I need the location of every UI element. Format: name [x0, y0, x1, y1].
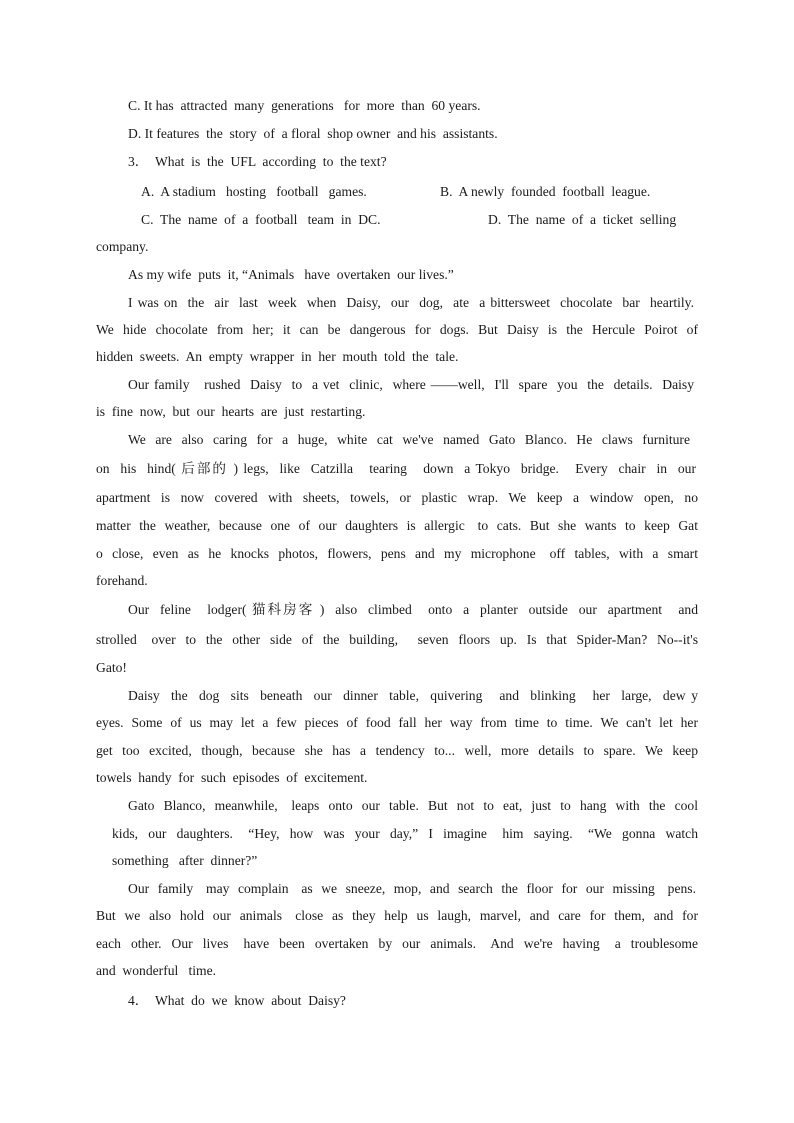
passage-line: I was on the air last week when Daisy, our dog, ate a bittersweet chocolate bar heartily. [128, 295, 694, 310]
passage-line: is fine now, but our hearts are just restarting. [96, 404, 366, 419]
passage-line: kids, our daughters. “Hey, how was your day,” I imagine him saying. “We gonna watch [112, 826, 698, 841]
q4-stem: 4． What do we know about Daisy? [128, 993, 346, 1008]
passage-line: We are also caring for a huge, white cat we've named Gato Blanco. He claws furniture [128, 432, 690, 447]
q3-stem: 3． What is the UFL according to the text? [128, 154, 387, 169]
passage-line: Our family may complain as we sneeze, mop, and search the floor for our missing pens. [128, 881, 696, 896]
passage-line: each other. Our lives have been overtaken by our animals. And we're having a troublesome [96, 936, 698, 951]
q2-option-d: D. It features the story of a floral shop owner and his assistants. [128, 126, 498, 141]
passage-line: Gato! [96, 660, 127, 675]
passage-line: strolled over to the other side of the building, seven floors up. Is that Spider-Man? No--it's [96, 632, 698, 647]
q3-option-a: A. A stadium hosting football games. [141, 184, 367, 199]
q3-option-d: D. The name of a ticket selling [488, 212, 677, 227]
passage-line: matter the weather, because one of our daughters is allergic to cats. But she wants to keep Gat [96, 518, 698, 533]
q3-option-c: C. The name of a football team in DC. [141, 212, 381, 227]
passage-line: hidden sweets. An empty wrapper in her mouth told the tale. [96, 349, 459, 364]
q3-option-d-continued: company. [96, 239, 149, 254]
passage-line: apartment is now covered with sheets, towels, or plastic wrap. We keep a window open, no [96, 490, 698, 505]
q3-option-b: B. A newly founded football league. [440, 184, 651, 199]
passage-line: We hide chocolate from her; it can be dangerous for dogs. But Daisy is the Hercule Poirot of [96, 322, 698, 337]
passage-line: on his hind( 后部的 ) legs, like Catzilla tearing down a Tokyo bridge. Every chair in our [96, 461, 696, 476]
passage-line: forehand. [96, 573, 148, 588]
passage-line: and wonderful time. [96, 963, 217, 978]
passage-line: Our feline lodger( 猫科房客 ) also climbed onto a planter outside our apartment and [128, 602, 698, 617]
passage-line: Daisy the dog sits beneath our dinner table, quivering and blinking her large, dew y [128, 688, 698, 703]
passage-line: get too excited, though, because she has a tendency to... well, more details to spare. We keep [96, 743, 698, 758]
passage-line: towels handy for such episodes of excitement. [96, 770, 368, 785]
passage-line: o close, even as he knocks photos, flowers, pens and my microphone off tables, with a smart [96, 546, 698, 561]
passage-line: Gato Blanco, meanwhile, leaps onto our table. But not to eat, just to hang with the cool [128, 798, 698, 813]
passage-line: something after dinner?” [112, 853, 258, 868]
passage-line: Our family rushed Daisy to a vet clinic, where ——well, I'll spare you the details. Daisy [128, 377, 694, 392]
passage-line: But we also hold our animals close as they help us laugh, marvel, and care for them, and for [96, 908, 698, 923]
passage-line: eyes. Some of us may let a few pieces of food fall her way from time to time. We can't let her [96, 715, 698, 730]
passage-line: As my wife puts it, “Animals have overtaken our lives.” [128, 267, 454, 282]
q2-option-c: C. It has attracted many generations for more than 60 years. [128, 98, 481, 113]
